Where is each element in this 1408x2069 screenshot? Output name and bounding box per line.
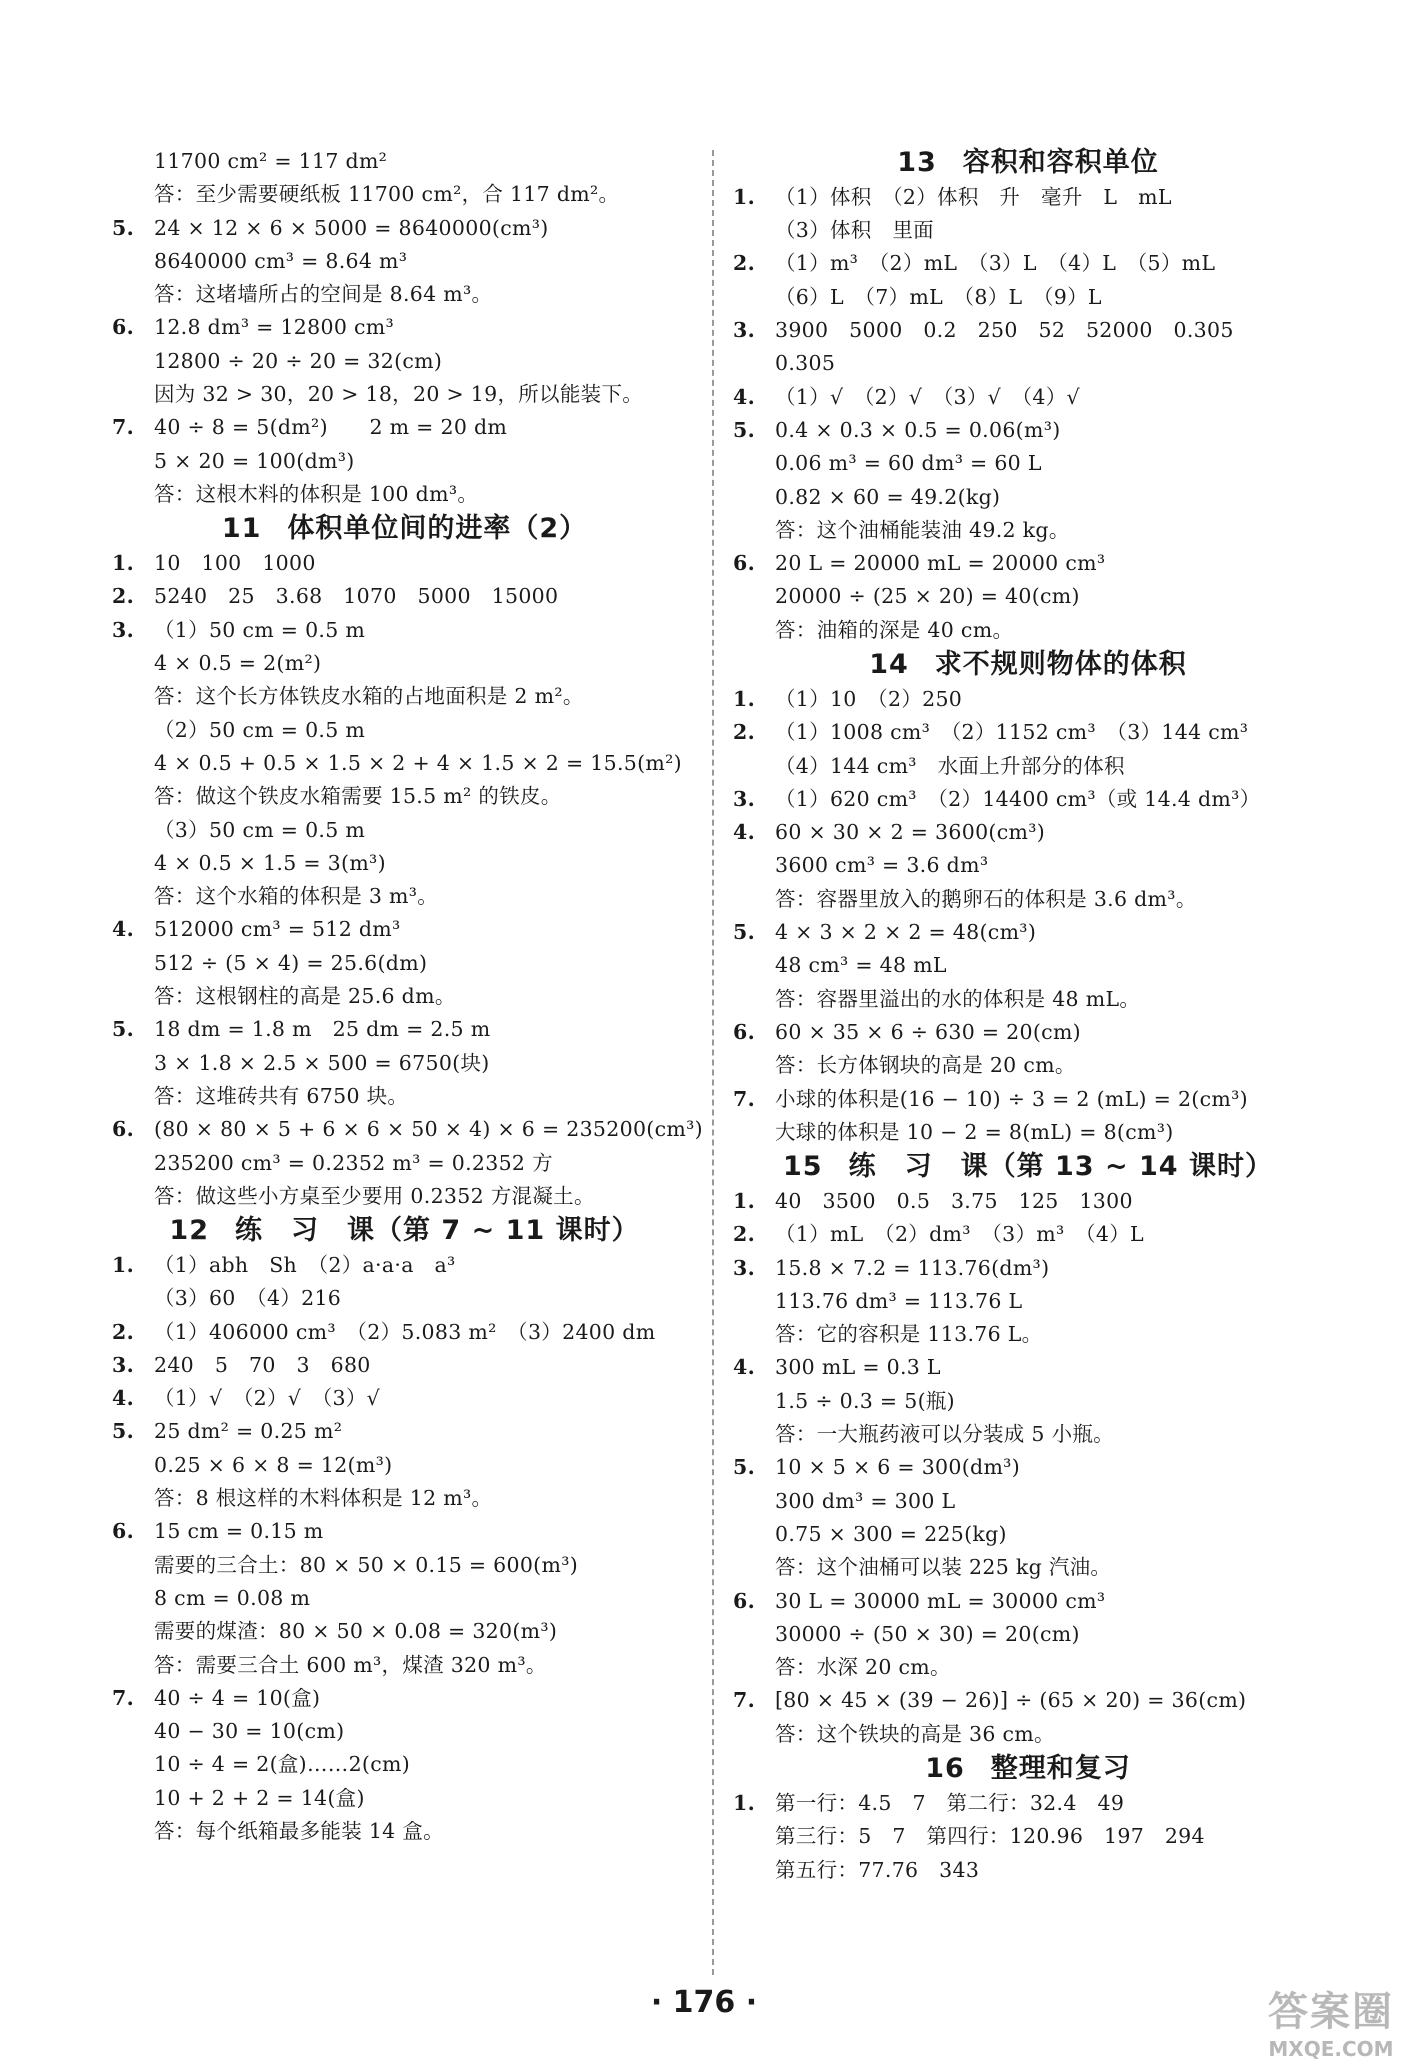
answer-text: （1）体积 （2）体积 升 毫升 L mL [775,184,1172,209]
answer-line [112,445,697,478]
question-number: 6. [112,315,135,340]
answer-text: 3 × 1.8 × 2.5 × 500 = 6750(块) [154,1050,490,1075]
answer-line [733,214,1323,247]
answer-text: 8640000 cm³ = 8.64 m³ [154,248,408,273]
question-number: 2. [733,720,756,745]
answer-text: 40 ÷ 4 = 10(盒) [154,1685,321,1710]
answer-line-numbered [733,381,1323,414]
answer-text: 答：这个长方体铁皮水箱的占地面积是 2 m²。 [154,684,584,709]
answer-line [733,580,1323,613]
answer-line-numbered [733,547,1323,580]
section-number: 12 [169,1215,209,1247]
answer-text: 40 3500 0.5 3.75 125 1300 [775,1188,1133,1213]
answer-line [112,1815,697,1848]
answer-line [112,1782,697,1815]
section-heading [112,1213,697,1249]
section-title: 整理和复习 [990,1753,1131,1785]
answer-line-numbered [733,1083,1323,1116]
answer-text: 20 L = 20000 mL = 20000 cm³ [775,551,1106,576]
answer-text: 30 L = 30000 mL = 30000 cm³ [775,1588,1106,1613]
answer-line [112,1080,697,1113]
question-number: 5. [112,215,135,240]
answer-text: （1）10 （2）250 [775,686,963,711]
answer-text: 答：油箱的深是 40 cm。 [775,617,1014,642]
answer-line-numbered [733,1351,1323,1384]
answer-text: 15.8 × 7.2 = 113.76(dm³) [775,1255,1050,1280]
answer-text: （1）50 cm = 0.5 m [154,617,366,642]
answer-text: 5 × 20 = 100(dm³) [154,448,355,473]
answer-line-numbered [733,816,1323,849]
answer-text: 第一行：4.5 7 第二行：32.4 49 [775,1790,1125,1815]
answer-text: 18 dm = 1.8 m 25 dm = 2.5 m [154,1017,491,1042]
question-number: 6. [112,1117,135,1142]
answer-text: 40 ÷ 8 = 5(dm²) 2 m = 20 dm [154,415,508,440]
answer-text: 答：长方体钢块的高是 20 cm。 [775,1053,1076,1078]
answer-line [112,145,697,178]
question-number: 6. [733,1588,756,1613]
question-number: 4. [733,820,756,845]
answer-line-numbered [112,1382,697,1415]
answer-line [112,1282,697,1315]
answer-line-numbered [733,1185,1323,1218]
answer-text: 答：至少需要硬纸板 11700 cm²，合 117 dm²。 [154,182,620,207]
answer-line-numbered [733,1684,1323,1717]
answer-text: 15 cm = 0.15 m [154,1519,324,1544]
question-number: 6. [112,1519,135,1544]
answer-text: 大球的体积是 10 − 2 = 8(mL) = 8(cm³) [775,1119,1174,1144]
answer-line-numbered [112,1013,697,1046]
answer-line-numbered [733,414,1323,447]
answer-text: 30000 ÷ (50 × 30) = 20(cm) [775,1621,1080,1646]
section-heading [733,1751,1323,1787]
answer-line [112,1582,697,1615]
answer-text: 3900 5000 0.2 250 52 52000 0.305 [775,318,1234,343]
answer-line [733,1385,1323,1418]
question-number: 2. [112,1319,135,1344]
answer-text: 12.8 dm³ = 12800 cm³ [154,315,395,340]
answer-line [112,1649,697,1682]
answer-text: 需要的三合土：80 × 50 × 0.15 = 600(m³) [154,1552,579,1577]
answer-text: 4 × 0.5 × 1.5 = 3(m³) [154,850,386,875]
answer-line-numbered [112,411,697,444]
answer-text: （1）abh Sh （2）a·a·a a³ [154,1252,456,1277]
answer-line [733,1318,1323,1351]
answer-line-numbered [112,212,697,245]
answer-text: 答：这根木料的体积是 100 dm³。 [154,481,479,506]
answer-text: （1）406000 cm³ （2）5.083 m² （3）2400 dm [154,1319,656,1344]
answer-text: 10 × 5 × 6 = 300(dm³) [775,1455,1021,1480]
answer-text: 答：它的容积是 113.76 L。 [775,1322,1043,1347]
answer-line-numbered [112,547,697,580]
answer-text: (80 × 80 × 5 + 6 × 6 × 50 × 4) × 6 = 235200(cm³) [154,1117,703,1142]
question-number: 7. [733,1688,756,1713]
answer-line [112,947,697,980]
answer-line [733,1854,1323,1887]
answer-text: 0.75 × 300 = 225(kg) [775,1521,1007,1546]
question-number: 4. [112,1386,135,1411]
answer-text: （1）√ （2）√ （3）√ [154,1386,381,1411]
question-number: 7. [112,415,135,440]
question-number: 1. [733,1790,756,1815]
answer-line [112,647,697,680]
answer-text: 答：做这个铁皮水箱需要 15.5 m² 的铁皮。 [154,784,562,809]
answer-line-numbered [112,1682,697,1715]
section-title: 体积单位间的进率（2） [287,513,588,545]
answer-line [112,178,697,211]
answer-text: 答：这个铁块的高是 36 cm。 [775,1721,1055,1746]
answer-line [733,949,1323,982]
answer-line [733,1049,1323,1082]
answer-line [112,814,697,847]
answer-line [733,347,1323,380]
answer-text: 512000 cm³ = 512 dm³ [154,917,401,942]
answer-text: 20000 ÷ (25 × 20) = 40(cm) [775,584,1080,609]
answer-text: （3）50 cm = 0.5 m [154,817,366,842]
answer-line [733,983,1323,1016]
question-number: 3. [112,1352,135,1377]
answer-text: 答：这个油桶能装油 49.2 kg。 [775,517,1070,542]
answer-text: 24 × 12 × 6 × 5000 = 8640000(cm³) [154,215,549,240]
answer-text: 答：这根钢柱的高是 25.6 dm。 [154,984,456,1009]
answer-text: （1）√ （2）√ （3）√ （4）√ [775,384,1080,409]
answer-text: 11700 cm² = 117 dm² [154,149,388,173]
answer-text: 需要的煤渣：80 × 50 × 0.08 = 320(m³) [154,1619,558,1644]
section-title: 求不规则物体的体积 [934,649,1187,681]
answer-text: 5240 25 3.68 1070 5000 15000 [154,584,559,609]
answer-line [733,849,1323,882]
answer-text: 40 − 30 = 10(cm) [154,1719,345,1744]
answer-line [733,514,1323,547]
answer-text: 235200 cm³ = 0.2352 m³ = 0.2352 方 [154,1150,553,1175]
answer-text: （1）m³ （2）mL （3）L （4）L （5）mL [775,251,1216,276]
section-title: 练 习 课（第 13 ~ 14 课时） [848,1151,1273,1183]
question-number: 1. [733,686,756,711]
answer-text: （4）144 cm³ 水面上升部分的体积 [775,753,1125,778]
question-number: 3. [733,786,756,811]
answer-line [112,278,697,311]
answer-text: 300 dm³ = 300 L [775,1488,956,1513]
answer-text: 3600 cm³ = 3.6 dm³ [775,853,989,878]
answer-text: 1.5 ÷ 0.3 = 5(瓶) [775,1388,955,1413]
answer-text: 答：容器里放入的鹅卵石的体积是 3.6 dm³。 [775,886,1197,911]
answer-line-numbered [112,1113,703,1146]
question-number: 2. [733,1222,756,1247]
answer-text: 60 × 35 × 6 ÷ 630 = 20(cm) [775,1019,1081,1044]
answer-line-numbered [733,1218,1323,1251]
question-number: 7. [733,1086,756,1111]
question-number: 3. [733,1255,756,1280]
question-number: 5. [733,1455,756,1480]
answer-line-numbered [112,1349,697,1382]
answer-line [112,880,697,913]
answer-line [733,1618,1323,1651]
question-number: 5. [733,417,756,442]
watermark-url: MXQE.COM [1268,2037,1394,2061]
answer-text: 113.76 dm³ = 113.76 L [775,1288,1023,1313]
answer-text: 答：8 根这样的木料体积是 12 m³。 [154,1486,493,1511]
question-number: 1. [733,184,756,209]
answer-line [112,1047,697,1080]
question-number: 1. [733,1188,756,1213]
question-number: 6. [733,551,756,576]
answer-line [112,780,697,813]
section-number: 13 [897,147,937,178]
section-heading [733,1149,1323,1185]
answer-line [112,1180,697,1213]
answer-line-numbered [733,181,1323,214]
answer-line [112,1147,697,1180]
answer-line-numbered [733,1252,1323,1285]
answer-line-numbered [733,716,1323,749]
answer-text: 60 × 30 × 2 = 3600(cm³) [775,820,1046,845]
answer-line [112,345,697,378]
answer-line [112,245,697,278]
right-column [733,145,1323,1887]
answer-line-numbered [733,1787,1323,1820]
answer-line-numbered [733,1451,1323,1484]
answer-text: （1）620 cm³ （2）14400 cm³（或 14.4 dm³） [775,786,1261,811]
answer-text: 答：这堆砖共有 6750 块。 [154,1083,409,1108]
question-number: 5. [733,920,756,945]
question-number: 4. [112,917,135,942]
answer-text: 0.4 × 0.3 × 0.5 = 0.06(m³) [775,417,1061,442]
answer-text: （1）1008 cm³ （2）1152 cm³ （3）144 cm³ [775,720,1249,745]
answer-line [112,1482,697,1515]
answer-text: 10 ÷ 4 = 2(盒)……2(cm) [154,1752,411,1777]
answer-line-numbered [112,1249,697,1282]
answer-line [112,980,697,1013]
watermark-logo [1268,1980,1394,2061]
question-number: 2. [112,584,135,609]
answer-text: 0.82 × 60 = 49.2(kg) [775,484,1001,509]
answer-line-numbered [112,614,697,647]
answer-text: （1）mL （2）dm³ （3）m³ （4）L [775,1222,1144,1247]
answer-line [112,680,697,713]
answer-line [733,281,1323,314]
question-number: 5. [112,1017,135,1042]
answer-text: 答：这个水箱的体积是 3 m³。 [154,884,439,909]
question-number: 1. [112,551,135,576]
question-number: 7. [112,1685,135,1710]
answer-text: 答：需要三合土 600 m³，煤渣 320 m³。 [154,1652,547,1677]
answer-text: 4 × 0.5 = 2(m²) [154,651,322,676]
answer-line [112,1549,697,1582]
answer-text: 48 cm³ = 48 mL [775,953,947,978]
answer-line [112,1449,697,1482]
answer-text: 答：做这些小方桌至少要用 0.2352 方混凝土。 [154,1183,595,1208]
answer-line [733,1116,1323,1149]
answer-line [733,883,1323,916]
answer-line-numbered [112,1316,697,1349]
answer-line-numbered [112,913,697,946]
answer-text: 第三行：5 7 第四行：120.96 197 294 [775,1824,1205,1849]
answer-text: 答：水深 20 cm。 [775,1655,951,1680]
section-heading [733,145,1323,181]
answer-text: 小球的体积是(16 − 10) ÷ 3 = 2 (mL) = 2(cm³) [775,1086,1248,1111]
answer-text: 12800 ÷ 20 ÷ 20 = 32(cm) [154,348,443,373]
question-number: 3. [112,617,135,642]
answer-text: （6）L （7）mL （8）L （9）L [775,284,1102,309]
answer-line [733,1651,1323,1684]
answer-line [733,1820,1323,1853]
answer-text: 答：这个油桶可以装 225 kg 汽油。 [775,1555,1112,1580]
answer-text: 8 cm = 0.08 m [154,1585,311,1610]
answer-line-numbered [733,916,1323,949]
question-number: 4. [733,384,756,409]
answer-line-numbered [733,314,1323,347]
column-divider [712,150,714,1975]
answer-line [733,481,1323,514]
section-number: 15 [783,1151,823,1183]
answer-line [733,750,1323,783]
answer-line [112,714,697,747]
answer-line-numbered [112,311,697,344]
section-title: 容积和容积单位 [962,147,1159,178]
question-number: 4. [733,1355,756,1380]
answer-line-numbered [733,1585,1323,1618]
answer-line [112,747,697,780]
section-title: 练 习 课（第 7 ~ 11 课时） [234,1215,640,1247]
answer-text: 240 5 70 3 680 [154,1352,371,1377]
answer-line-numbered [112,1515,697,1548]
answer-text: 答：容器里溢出的水的体积是 48 mL。 [775,986,1141,1011]
answer-text: 4 × 3 × 2 × 2 = 48(cm³) [775,920,1037,945]
answer-text: 25 dm² = 0.25 m² [154,1419,343,1444]
answer-text: 512 ÷ (5 × 4) = 25.6(dm) [154,950,428,975]
answer-text: [80 × 45 × (39 − 26)] ÷ (65 × 20) = 36(cm) [775,1688,1247,1713]
question-number: 5. [112,1419,135,1444]
answer-line-numbered [112,580,697,613]
section-number: 16 [925,1753,965,1785]
answer-line [112,847,697,880]
answer-line [733,1718,1323,1751]
answer-line [733,1485,1323,1518]
answer-line [733,1418,1323,1451]
answer-line-numbered [112,1415,697,1448]
answer-text: 0.06 m³ = 60 dm³ = 60 L [775,451,1042,476]
section-number: 14 [869,649,909,681]
answer-text: 第五行：77.76 343 [775,1857,980,1882]
answer-line-numbered [733,683,1323,716]
answer-line-numbered [733,783,1323,816]
answer-line [733,1518,1323,1551]
answer-line [733,614,1323,647]
answer-line [112,1715,697,1748]
answer-text: 答：每个纸箱最多能装 14 盒。 [154,1819,444,1844]
answer-text: （3）体积 里面 [775,218,934,243]
answer-line [733,1551,1323,1584]
answer-text: （3）60 （4）216 [154,1286,342,1311]
answer-line-numbered [733,1016,1323,1049]
section-number: 11 [221,513,262,545]
answer-line [112,1748,697,1781]
answer-text: 0.25 × 6 × 8 = 12(m³) [154,1452,393,1477]
answer-text: （2）50 cm = 0.5 m [154,717,366,742]
answer-line [112,1615,697,1648]
answer-line-numbered [733,247,1323,280]
question-number: 6. [733,1019,756,1044]
answer-line [112,378,697,411]
watermark-text: 答案圈 [1268,1989,1394,2035]
answer-text: 10 100 1000 [154,551,316,576]
answer-text: 答：这堵墙所占的空间是 8.64 m³。 [154,282,493,307]
section-heading [733,647,1323,683]
answer-text: 300 mL = 0.3 L [775,1355,941,1380]
answer-text: 因为 32 > 30，20 > 18，20 > 19，所以能装下。 [154,382,644,407]
left-column [112,145,703,1848]
answer-text: 答：一大瓶药液可以分装成 5 小瓶。 [775,1422,1114,1447]
answer-line [112,478,697,511]
section-heading [112,511,697,547]
answer-line [733,1285,1323,1318]
answer-line [733,447,1323,480]
answer-text: 4 × 0.5 + 0.5 × 1.5 × 2 + 4 × 1.5 × 2 = 15.5(m²) [154,750,682,775]
page-number: · 176 · [650,1985,758,2020]
answer-text: 10 + 2 + 2 = 14(盒) [154,1785,365,1810]
answer-text: 0.305 [775,351,836,376]
question-number: 3. [733,318,756,343]
question-number: 2. [733,251,756,276]
question-number: 1. [112,1252,135,1277]
